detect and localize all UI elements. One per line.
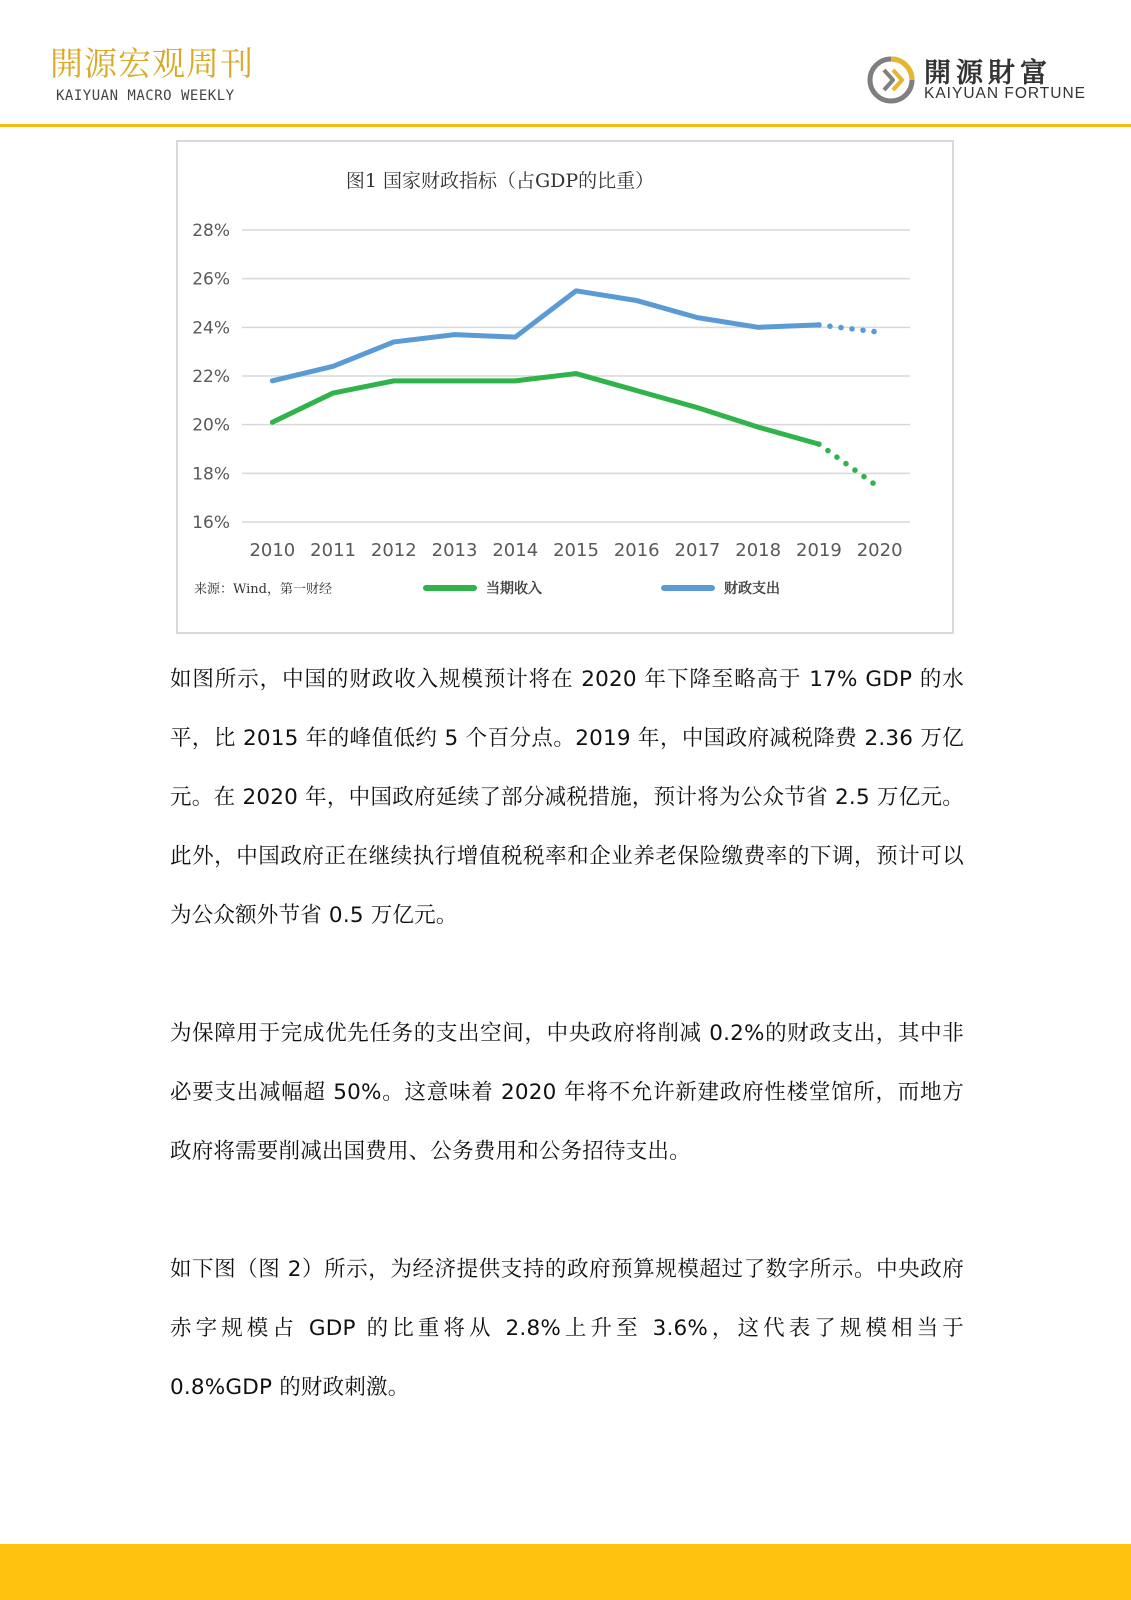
x-tick-label: 2010 <box>249 540 296 561</box>
paragraph: 如图所示，中国的财政收入规模预计将在 2020 年下降至略高于 17% GDP 的水平，比 2015 年的峰值低约 5 个百分点。2019 年，中国政府减税降费 2.36 万亿元。在 2020 年，中国政府延续了部分减税措施，预计将为公众节省 2.5 万亿元。此外，中国政府正在继续执行增值税税率和企业养老保险缴费率的下调，预计可以为公众额外节省 0.5 万亿元。 <box>170 667 964 928</box>
chart-title: 图1 国家财政指标（占GDP的比重） <box>345 170 655 192</box>
x-tick-label: 2015 <box>553 540 599 561</box>
legend-label: 当期收入 <box>486 581 542 597</box>
x-tick-label: 2012 <box>370 540 417 561</box>
logo-wordmark-cn: 開源財富 <box>924 58 1052 89</box>
x-tick-label: 2018 <box>735 540 782 561</box>
header-divider <box>0 124 1131 127</box>
paragraph: 为保障用于完成优先任务的支出空间，中央政府将削减 0.2%的财政支出，其中非必要支出减幅超 50%。这意味着 2020 年将不允许新建政府性楼堂馆所，而地方政府将需要削减出国费用、公务费用和公务招待支出。 <box>170 1021 964 1164</box>
chart-source: 来源：Wind，第一财经 <box>194 582 332 597</box>
publication-subtitle: KAIYUAN MACRO WEEKLY <box>56 88 235 104</box>
x-tick-label: 2019 <box>796 540 842 561</box>
y-tick-label: 18% <box>192 464 230 485</box>
page-header <box>0 0 1131 126</box>
series-line-1 <box>272 374 819 445</box>
series-line-2 <box>272 291 819 381</box>
y-tick-label: 16% <box>192 513 230 533</box>
article-body <box>170 650 964 1417</box>
y-tick-label: 22% <box>192 367 230 387</box>
paragraph: 如下图（图 2）所示，为经济提供支持的政府预算规模超过了数字所示。中央政府赤字规模占 GDP 的比重将从 2.8%上升至 3.6%，这代表了规模相当于 0.8%GDP 的财政刺激。 <box>170 1257 964 1400</box>
x-tick-label: 2013 <box>431 540 478 561</box>
footer-bar <box>0 1544 1131 1600</box>
x-tick-label: 2011 <box>310 540 356 561</box>
y-tick-label: 28% <box>192 221 230 241</box>
series-forecast-1 <box>819 444 880 488</box>
y-tick-label: 20% <box>192 415 230 436</box>
y-tick-label: 24% <box>192 318 230 339</box>
logo-wordmark-en: KAIYUAN FORTUNE <box>924 85 1086 102</box>
figure-1 <box>176 140 954 634</box>
x-tick-label: 2014 <box>492 540 539 561</box>
fiscal-indicators-chart <box>178 142 952 632</box>
series-forecast-2 <box>819 325 880 332</box>
kaiyuan-logo-icon <box>866 55 916 105</box>
x-tick-label: 2020 <box>856 540 903 561</box>
x-tick-label: 2017 <box>674 540 721 561</box>
y-tick-label: 26% <box>192 269 230 290</box>
company-logo <box>866 47 1106 107</box>
legend-label: 财政支出 <box>724 581 780 597</box>
x-tick-label: 2016 <box>613 540 660 561</box>
publication-title: 開源宏观周刊 <box>50 44 254 83</box>
